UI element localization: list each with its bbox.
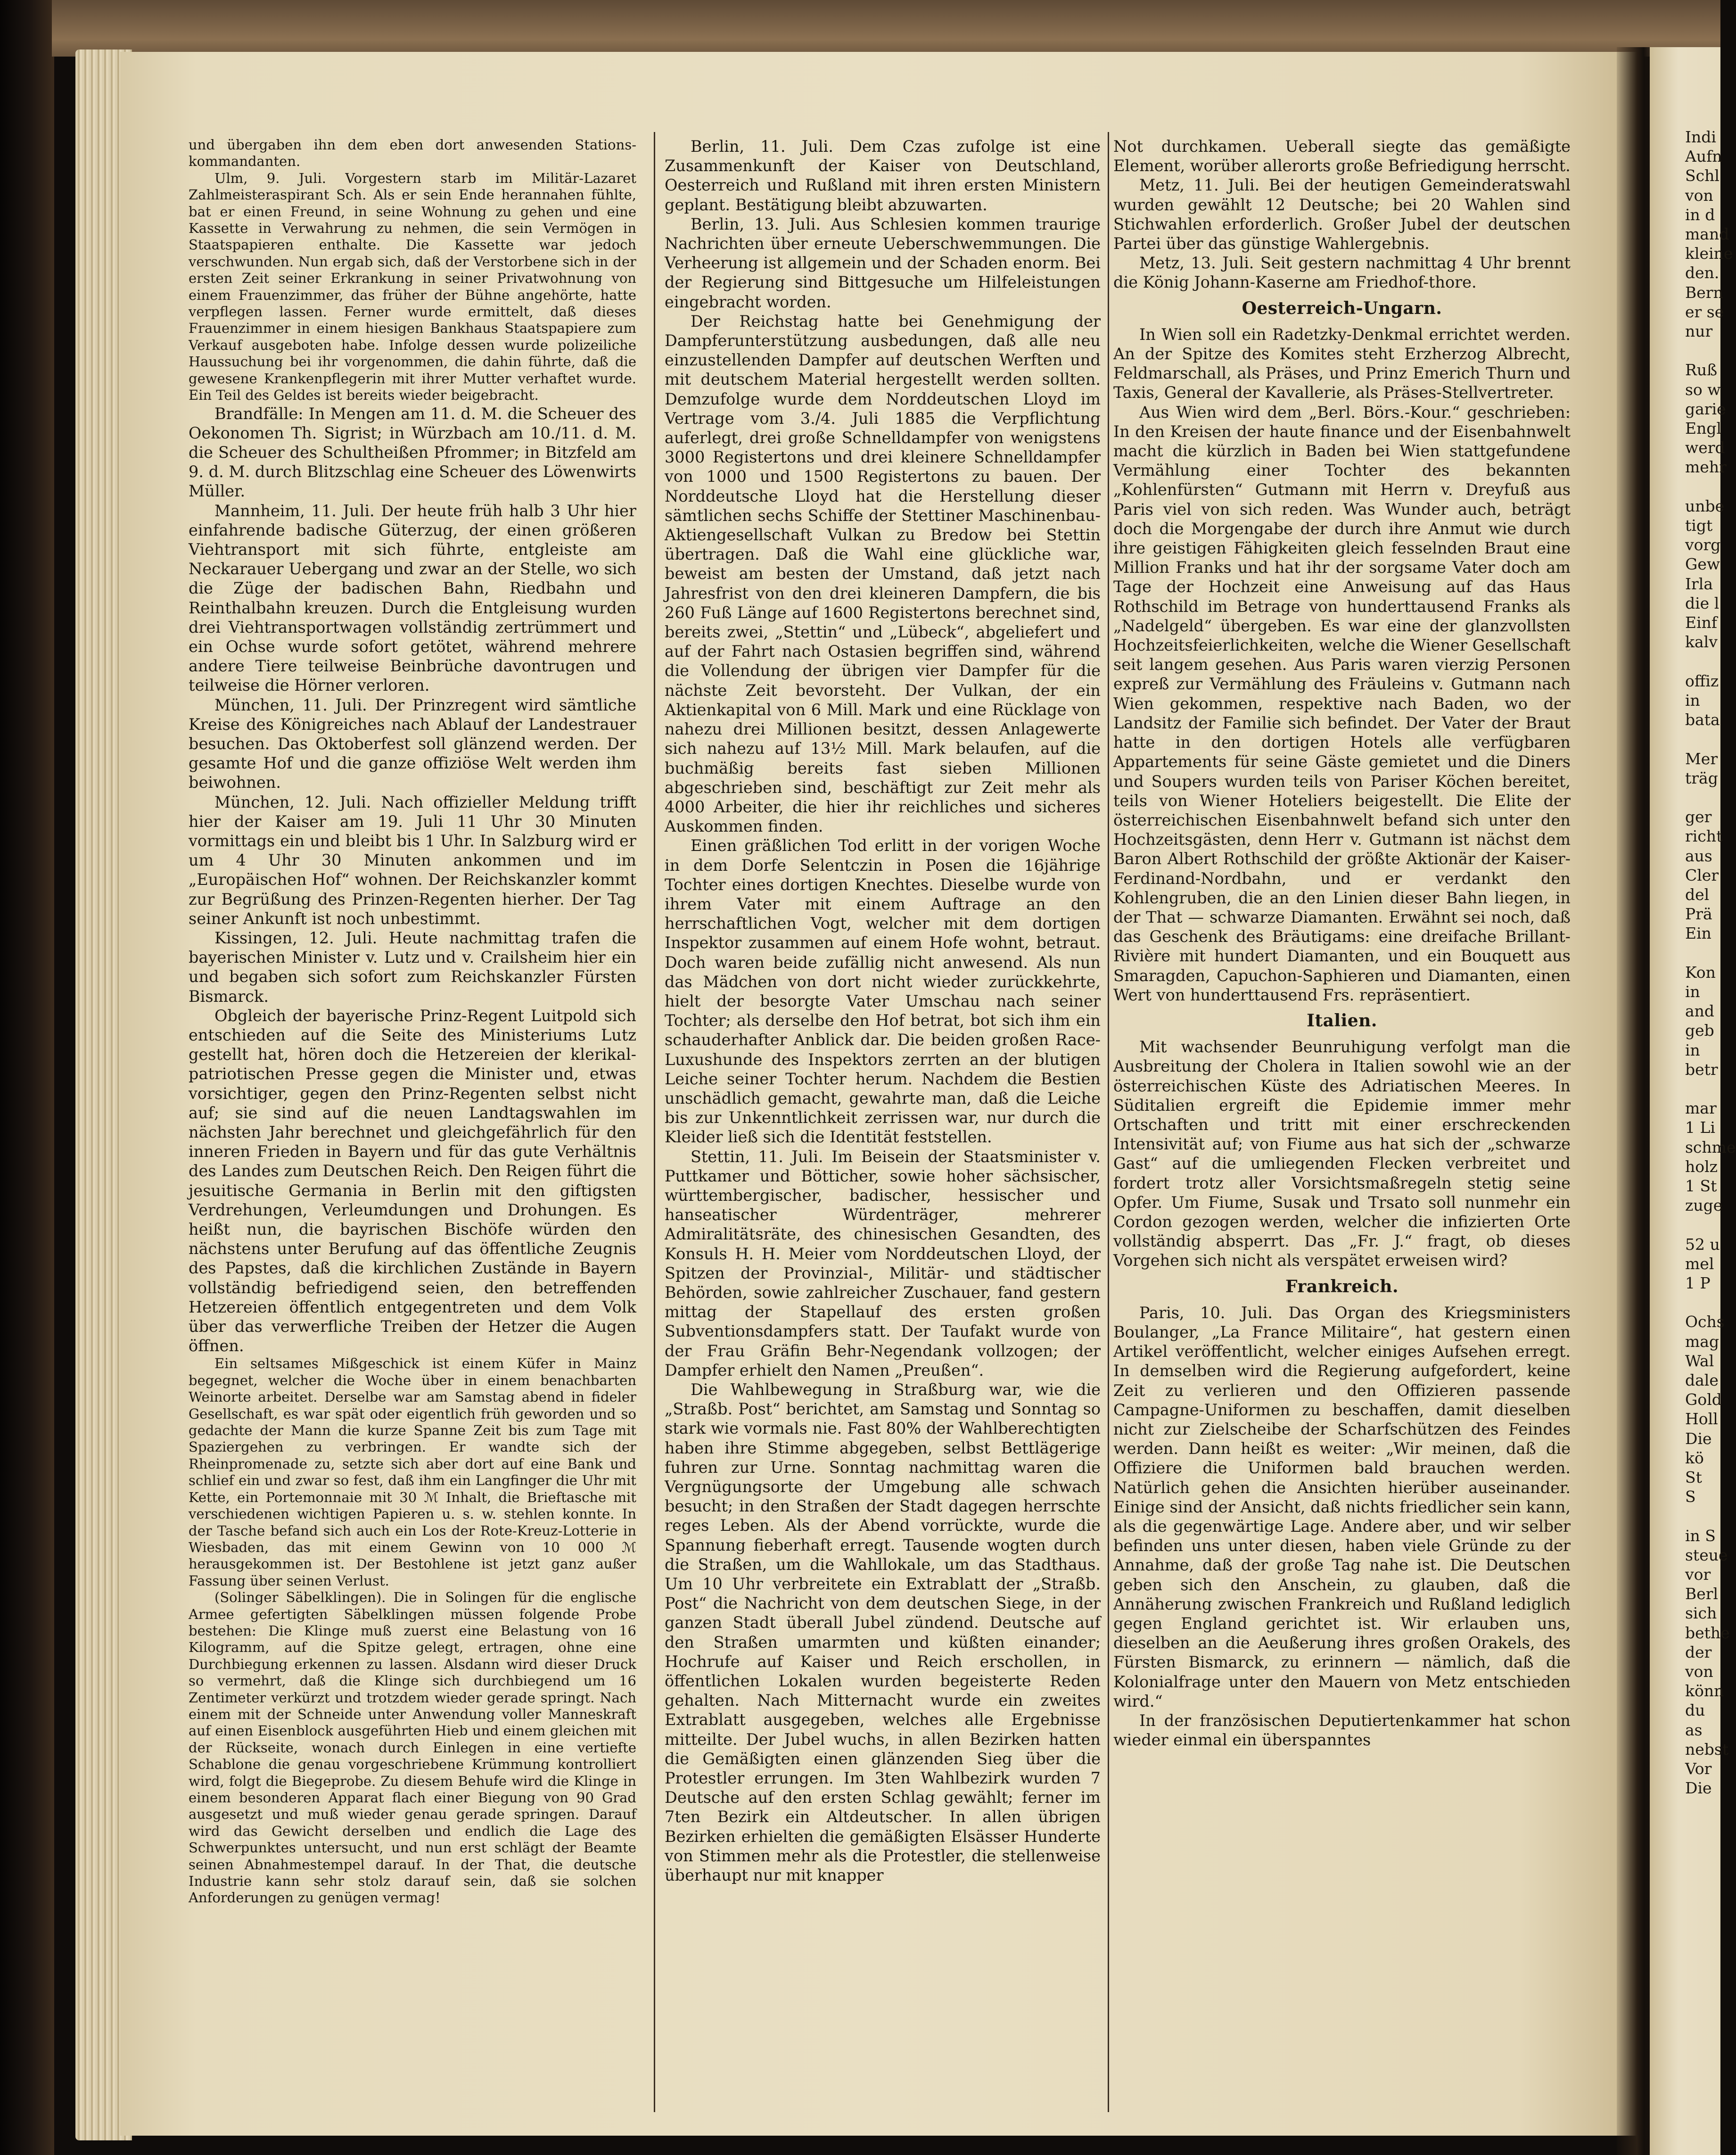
fragment-line: and (1685, 1002, 1715, 1021)
fragment-line: in d (1685, 205, 1715, 224)
fragment-line (1685, 1215, 1736, 1234)
book-cover-edge (52, 0, 1720, 57)
fragment-line: die l (1685, 594, 1720, 612)
fragment-line: 1 Li (1685, 1118, 1715, 1137)
fragment-line: Aufn (1685, 147, 1722, 166)
fragment-line: steue (1685, 1545, 1728, 1564)
fragment-line: von (1685, 186, 1713, 205)
fragment-line: Bern (1685, 283, 1723, 302)
column-3 (1113, 137, 1571, 1750)
article-paragraph: Berlin, 11. Juli. Dem Czas zufolge ist eine Zusammenkunft der Kaiser von Deutschland, Oesterreich und Rußland mit ihren ersten Ministern geplant. Bestätigung bleibt abzuwarten. (665, 137, 1101, 214)
column-1 (189, 137, 636, 1907)
fragment-line: 1 P (1685, 1273, 1711, 1292)
fragment-line: Mer (1685, 749, 1718, 768)
article-paragraph: Paris, 10. Juli. Das Organ des Kriegsministers Boulanger, „La France Militaire“, hat gestern einen Artikel veröffentlicht, welcher einiges Aufsehen erregt. In demselben wird die Regierung aufgefordert, keine Zeit zu verlieren und den Offizieren passende Campagne-Uniformen zu beschaffen, damit dieselben nicht zur Zielscheibe der Scharfschützen des Feindes werden. Dann heißt es weiter: „Wir meinen, daß die Offiziere die Uniformen bald brauchen werden. Natürlich gehen die Ansichten hierüber auseinander. Einige sind der Ansicht, daß nichts friedlicher sein kann, als die gegenwärtige Lage. Andere aber, und wir selber befinden uns unter diesen, haben viele Gründe zu der Annahme, daß der große Tag nahe ist. Die Deutschen geben sich den Anschein, zu glauben, daß die Annäherung zwischen Frankreich und Rußland lediglich gegen England gerichtet ist. Wir erlauben uns, dieselben an die Aeußerung ihres großen Orakels, des Fürsten Bismarck, zu erinnern — nämlich, daß die Kolonialfrage unter den Mauern von Metz entschieden wird.“ (1113, 1303, 1571, 1710)
fragment-line: kleine (1685, 244, 1733, 263)
fragment-line: betr (1685, 1060, 1718, 1079)
fragment-line: Cler (1685, 866, 1719, 884)
article-paragraph: Obgleich der bayerische Prinz-Regent Luitpold sich entschieden auf die Seite des Ministeriums Lutz gestellt hat, hören doch die Hetzereien der klerikal-patriotischen Presse gegen die Minister und, etwas vorsichtiger, gegen den Prinz-Regenten selbst nicht auf; sie sind auf die neuen Landtagswahlen im nächsten Jahr berechnet und gleichgefährlich für den inneren Frieden in Bayern und für das gute Verhältnis des Landes zum Deutschen Reich. Den Reigen führt die jesuitische Germania in Berlin mit den giftigsten Verdrehungen, Verleumdungen und Drohungen. Es heißt nun, die bayrischen Bischöfe würden den nächstens unter Berufung auf das öffentliche Zeugnis des Papstes, daß die kirchlichen Zustände in Bayern vollständig befriedigend seien, den betreffenden Hetzereien öffentlich entgegentreten und dem Volk über das verwerfliche Treiben der Hetzer die Augen öffnen. (189, 1006, 636, 1355)
fragment-line: geb (1685, 1021, 1714, 1040)
article-paragraph: In der französischen Deputiertenkammer hat schon wieder einmal ein überspanntes (1113, 1711, 1571, 1750)
fragment-line: sich (1685, 1604, 1717, 1623)
fragment-line: nur (1685, 322, 1713, 341)
article-paragraph: München, 12. Juli. Nach offizieller Meldung trifft hier der Kaiser am 19. Juli 11 Uhr 30 Minuten vormittags ein und bleibt bis 1 Uhr. In Salzburg wird er um 4 Uhr 30 Minuten ankommen und im „Europäischen Hof“ wohnen. Der Reichskanzler kommt zur Begrüßung des Prinzen-Regenten hierher. Der Tag seiner Ankunft ist noch unbestimmt. (189, 793, 636, 928)
fragment-line: vorg (1685, 536, 1721, 554)
fragment-line: mar (1685, 1099, 1717, 1118)
fragment-line: mag (1685, 1332, 1720, 1351)
fragment-line: holz (1685, 1157, 1718, 1176)
article-paragraph: Metz, 11. Juli. Bei der heutigen Gemeinderatswahl wurden gewählt 12 Deutsche; bei 20 Wahlen sind Stichwahlen erforderlich. Großer Jubel der deutschen Partei über das günstige Wahlergebnis. (1113, 176, 1571, 253)
article-paragraph: Metz, 13. Juli. Seit gestern nachmittag 4 Uhr brennt die König Johann-Kaserne am Friedhof-thore. (1113, 254, 1571, 292)
fragment-line: von (1685, 1662, 1713, 1681)
fragment-line (1685, 477, 1736, 496)
fragment-line: Irla (1685, 574, 1713, 593)
fragment-line: Berl (1685, 1585, 1719, 1603)
article-paragraph: Einen gräßlichen Tod erlitt in der vorigen Woche in dem Dorfe Selentczin in Posen die 16jährige Tochter eines dortigen Knechtes. Dieselbe wurde von ihrem Vater mit einem Auftrage an den herrschaftlichen Vogt, welcher mit dem dortigen Inspektor zusammen auf einem Hofe wohnt, betraut. Doch waren beide zufällig nicht anwesend. Als nun das Mädchen von dort nicht wieder zurückkehrte, hielt der besorgte Vater Umschau nach seiner Tochter; als derselbe den Hof betrat, bot sich ihm ein schauderhafter Anblick dar. Die beiden großen Race-Luxushunde des Inspektors zerrten an der blutigen Leiche seiner Tochter herum. Nachdem die Bestien unschädlich gemacht, gewahrte man, daß die Leiche bis zur Unkenntlichkeit zerrissen war, nur durch die Kleider ließ sich die Identität feststellen. (665, 836, 1101, 1147)
fragment-line: schme (1685, 1138, 1736, 1156)
fragment-line: bata (1685, 710, 1720, 729)
fragment-line: du (1685, 1701, 1705, 1720)
fragment-line (1685, 1079, 1736, 1098)
fragment-line (1685, 1506, 1736, 1526)
fragment-line: Wal (1685, 1351, 1714, 1370)
fragment-line (1685, 943, 1736, 963)
section-heading: Frankreich. (1285, 1276, 1399, 1296)
section-heading: Oesterreich-Ungarn. (1242, 298, 1442, 318)
article-paragraph: Aus Wien wird dem „Berl. Börs.-Kour.“ geschrieben: In den Kreisen der haute finance und der Eisenbahnwelt macht die kürzlich in Baden bei Wien stattgefundene Vermählung einer Tochter des bekannten „Kohlenfürsten“ Gutmann mit Herrn v. Dreyfuß aus Paris viel von sich reden. Was Wunder auch, beträgt doch die Morgengabe der durch ihre Anmut wie durch ihre geistigen Fähigkeiten gleich fesselnden Braut eine Million Franks und hat ihr der sorgsame Vater doch am Tage der Hochzeit eine Anweisung auf das Haus Rothschild im Betrage von hunderttausend Franks als „Nadelgeld“ übergeben. Es war eine der glanzvollsten Hochzeitsfeierlichkeiten, welche die Wiener Gesellschaft seit langem gesehen. Aus Paris waren vierzig Personen expreß zur Vermählung des Fräuleins v. Gutmann nach Wien gekommen, respektive nach Baden, wo der Landsitz der Familie sich befindet. Der Vater der Braut hatte in den dortigen Hotels alle verfügbaren Appartements für seine Gäste gemietet und die Diners und Soupers wurden teils von Pariser Köchen bereitet, teils von Wiener Hoteliers beigestellt. Die Elite der österreichischen Eisenbahnwelt befand sich unter den Hochzeitsgästen, denn Herr v. Gutmann ist nächst dem Baron Albert Rothschild der größte Aktionär der Kaiser-Ferdinand-Nordbahn, und er verdankt den Kohlengruben, die an den Linien dieser Bahn liegen, in der That — schwarze Diamanten. Erwähnt sei noch, daß das Geschenk des Bräutigams: eine dreifache Brillant-Rivière mit hundert Diamanten, und ein Bouquett aus Smaragden, Capuchon-Saphieren und Diamanten, einen Wert von hunderttausend Frs. repräsentiert. (1113, 403, 1571, 1004)
column-rule-2 (1108, 132, 1109, 2112)
fragment-line: nebst (1685, 1740, 1729, 1759)
fragment-line: unbe (1685, 496, 1725, 515)
article-paragraph: Ulm, 9. Juli. Vorgestern starb im Militär-Lazaret Zahlmeisteraspirant Sch. Als er sein Ende herannahen fühlte, bat er einen Freund, in seine Wohnung zu gehen und eine Kassette in Verwahrung zu nehmen, die sein Vermögen in Staatspapieren enthalte. Die Kassette war jedoch verschwunden. Nun ergab sich, daß der Verstorbene sich in der ersten Zeit seiner Erkrankung in seiner Privatwohnung von einem Frauenzimmer, das früher der Bühne angehörte, hatte verpflegen lassen. Ferner wurde ermittelt, daß dieses Frauenzimmer in einem hiesigen Bankhaus Staatspapiere zum Verkauf ausgeboten habe. Infolge dessen wurde polizeiliche Haussuchung bei ihr vorgenommen, die dahin führte, daß die gewesene Krankenpflegerin mit ihrer Mutter verhaftet wurde. Ein Teil des Geldes ist bereits wieder beigebracht. (189, 170, 636, 404)
fragment-line: offiz (1685, 671, 1719, 690)
fragment-line: so w (1685, 380, 1721, 399)
fragment-line: mel (1685, 1254, 1714, 1273)
fragment-line: in S (1685, 1526, 1716, 1545)
fragment-line: ger (1685, 808, 1712, 826)
fragment-line: in (1685, 982, 1700, 1001)
fragment-line: kalv (1685, 633, 1718, 652)
fragment-line: St (1685, 1468, 1702, 1487)
fragment-line: tigt (1685, 516, 1713, 535)
fragment-line: Indi (1685, 128, 1716, 146)
fragment-line: den. (1685, 264, 1720, 282)
book-spine (0, 0, 54, 2155)
fragment-line: Gew (1685, 555, 1720, 574)
article-paragraph: München, 11. Juli. Der Prinzregent wird sämtliche Kreise des Königreiches nach Ablauf der Landestrauer besuchen. Das Oktoberfest soll glänzend werden. Der gesamte Hof und die ganze offiziöse Welt werden ihm beiwohnen. (189, 695, 636, 792)
fragment-line: Schl (1685, 166, 1720, 185)
fragment-line: Die (1685, 1779, 1712, 1798)
article-paragraph: Berlin, 13. Juli. Aus Schlesien kommen traurige Nachrichten über erneute Ueberschwemmungen. Die Verheerung ist allgemein und der Schaden enorm. Bei der Regierung sind Bittgesuche um Hilfeleistungen eingebracht worden. (665, 215, 1101, 311)
fragment-line: mand (1685, 225, 1729, 244)
fragment-line: in (1685, 1040, 1700, 1059)
fragment-line: kö (1685, 1448, 1704, 1467)
article-paragraph: Die Wahlbewegung in Straßburg war, wie die „Straßb. Post“ berichtet, am Samstag und Sonntag so stark wie vormals nie. Fast 80% der Wahlberechtigten haben ihre Stimme abgegeben, selbst Bettlägerige fuhren zur Urne. Sonntag nachmittag waren die Vergnügungsorte der Umgebung alle schwach besucht; in den Straßen der Stadt dagegen herrschte reges Leben. Als der Abend vorrückte, wurde die Spannung fieberhaft erregt. Tausende wogten durch die Straßen, um die Wahllokale, um das Stadthaus. Um 10 Uhr verbreitete ein Extrablatt der „Straßb. Post“ die Nachricht von dem deutschen Siege, in der ganzen Stadt überall Jubel zündend. Deutsche auf den Straßen umarmten und küßten einander; Hochrufe auf Kaiser und Reich erschollen, in öffentlichen Lokalen wurden begeisterte Reden gehalten. Nach Mitternacht wurde ein zweites Extrablatt ausgegeben, welches alle Ergebnisse mitteilte. Der Jubel wuchs, in allen Bezirken hatten die Gemäßigten einen glänzenden Sieg über die Protestler errungen. Im 3ten Wahlbezirk wurden 7 Deutsche auf den ersten Schlag gewählt; ferner im 7ten Bezirk ein Altdeutscher. In allen übrigen Bezirken erhielten die gemäßigten Elsässer Hunderte von Stimmen mehr als die Protestler, die stellenweise überhaupt nur mit knapper (665, 1380, 1101, 1885)
fragment-line: Gold (1685, 1390, 1722, 1409)
fragment-line (1685, 1293, 1736, 1312)
fragment-line: Holl (1685, 1410, 1718, 1428)
fragment-line: Ochs (1685, 1313, 1725, 1331)
fragment-line: Einf (1685, 613, 1718, 632)
fragment-line: Ein (1685, 924, 1711, 943)
article-paragraph: Kissingen, 12. Juli. Heute nachmittag trafen die bayerischen Minister v. Lutz und v. Crailsheim hier ein und begaben sich sofort zum Reichskanzler Fürsten Bismarck. (189, 928, 636, 1006)
fragment-line (1685, 729, 1736, 749)
fragment-line: garie (1685, 399, 1726, 418)
article-paragraph: Stettin, 11. Juli. Im Beisein der Staatsminister v. Puttkamer und Bötticher, sowie hoher sächsischer, württembergischer, badischer, hessischer und hanseatischer Würdenträger, mehrerer Admiralitätsräte, des chinesischen Gesandten, des Konsuls H. H. Meier vom Norddeutschen Lloyd, der Spitzen der Provinzial-, Militär- und städtischer Behörden, sowie zahlreicher Zuschauer, fand gestern mittag der Stapellauf des ersten großen Subventionsdampfers statt. Der Taufakt wurde von der Frau Gräfin Behr-Negendank vollzogen; der Dampfer erhielt den Namen „Preußen“. (665, 1147, 1101, 1379)
fragment-line: träg (1685, 768, 1718, 787)
fragment-line: mehr (1685, 458, 1727, 477)
fragment-line: zuge (1685, 1196, 1723, 1215)
fragment-line: aus (1685, 846, 1712, 865)
fragment-line: könn (1685, 1682, 1724, 1701)
article-paragraph: Mannheim, 11. Juli. Der heute früh halb 3 Uhr hier einfahrende badische Güterzug, der einen größeren Viehtransport mit sich führte, entgleiste am Neckarauer Uebergang und zwar an der Stelle, wo sich die Züge der badischen Bahn, Riedbahn und Reinthalbahn kreuzen. Durch die Entgleisung wurden drei Viehtransportwagen vollständig zertrümmert und ein Ochse wurde sofort getötet, während mehrere andere Tiere teilweise Beinbrüche davontrugen und teilweise die Hörner verloren. (189, 501, 636, 695)
article-paragraph: Der Reichstag hatte bei Genehmigung der Dampferunterstützung ausbedungen, daß alle neu einzustellenden Dampfer auf deutschen Werften und mit deutschem Material hergestellt werden sollten. Demzufolge wurde dem Norddeutschen Lloyd im Vertrage vom 3./4. Juli 1885 die Verpflichtung auferlegt, drei große Schnelldampfer von wenigstens 3000 Registertons und drei kleinere Schnelldampfer von 1000 und 1500 Registertons zu bauen. Der Norddeutsche Lloyd hat die Herstellung dieser sämtlichen sechs Schiffe der Stettiner Maschinenbau-Aktiengesellschaft Vulkan zu Bredow bei Stettin übertragen. Daß die Wahl eine glückliche war, beweist am besten der Umstand, daß jetzt nach Jahresfrist von den drei kleineren Dampfern, die bis 260 Fuß Länge auf 1600 Registertons berechnet sind, bereits zwei, „Stettin“ und „Lübeck“, abgeliefert und auf der Fahrt nach Ostasien begriffen sind, während die Vollendung der übrigen vier Dampfer für die nächste Zeit bevorsteht. Der Vulkan, der ein Aktienkapital von 6 Mill. Mark und eine Rücklage von nahezu drei Millionen besitzt, dessen Anlagewerte sich nahezu auf 13½ Mill. Mark belaufen, auf die buchmäßig bereits fast sieben Millionen abgeschrieben sind, beschäftigt zur Zeit mehr als 4000 Arbeiter, die hier ihr reichliches und sicheres Auskommen finden. (665, 312, 1101, 836)
fragment-line: Ruß (1685, 361, 1718, 380)
fragment-line: S (1685, 1487, 1696, 1506)
article-paragraph: (Solinger Säbelklingen). Die in Solingen für die englische Armee gefertigten Säbelklingen müssen folgende Probe bestehen: Die Klinge muß zuerst eine Belastung von 16 Kilogramm, auf die Spitze gelegt, ertragen, ohne eine Durchbiegung erkennen zu lassen. Alsdann wird dieser Druck so vermehrt, daß die Klinge sich durchbiegend um 16 Zentimeter verkürzt und trotzdem wieder gerade springt. Nach einem mit der Schneide unter Anwendung voller Manneskraft auf einen Eisenblock ausgeführten Hieb und einem gleichen mit der Rückseite, wonach durch Einlegen in eine vertiefte Schablone die genau vorgeschriebene Krümmung kontrolliert wird, folgt die Biegeprobe. Zu diesem Behufe wird die Klinge in einem besonderen Apparat flach einer Biegung von 90 Grad ausgesetzt und muß wieder genau gerade springen. Darauf wird das Gewicht derselben und endlich die Lage des Schwerpunktes untersucht, und nun erst schlägt der Beamte seinen Abnahmestempel darauf. In der That, die deutsche Industrie kann sehr stolz darauf sein, daß sie solchen Anforderungen zu genügen vermag! (189, 1589, 636, 1906)
fragment-line: der (1685, 1643, 1712, 1661)
fragment-line: Engl (1685, 419, 1722, 438)
fragment-line: Die (1685, 1429, 1712, 1448)
article-paragraph: Not durchkamen. Ueberall siegte das gemäßigte Element, worüber allerorts große Befriedigung herrscht. (1113, 137, 1571, 175)
article-paragraph: Ein seltsames Mißgeschick ist einem Küfer in Mainz begegnet, welcher die Woche über in einem benachbarten Weinorte arbeitet. Derselbe war am Samstag abend in fideler Gesellschaft, es war spät oder eigentlich früh geworden und so gedachte der Mann die kurze Spanne Zeit bis zum Tage mit Spaziergehen zu verbringen. Er wandte sich der Rheinpromenade zu, setzte sich aber dort auf eine Bank und schlief ein und zwar so fest, daß ihm ein Langfinger die Uhr mit Kette, ein Portemonnaie mit 30 ℳ Inhalt, die Brieftasche mit verschiedenen wichtigen Papieren u. s. w. stehlen konnte. In der Tasche befand sich auch ein Los der Rote-Kreuz-Lotterie in Wiesbaden, das mit einem Gewinn von 10 000 ℳ herausgekommen ist. Der Bestohlene ist jetzt ganz außer Fassung über seinen Verlust. (189, 1355, 636, 1589)
fragment-line: Prä (1685, 905, 1712, 924)
fragment-line: 1 St (1685, 1176, 1717, 1195)
fragment-line: in (1685, 691, 1700, 710)
fragment-line: del (1685, 885, 1710, 904)
fragment-line (1685, 652, 1736, 671)
column-rule-1 (654, 132, 655, 2112)
fragment-line (1685, 788, 1736, 807)
article-paragraph: In Wien soll ein Radetzky-Denkmal errichtet werden. An der Spitze des Komites steht Erzherzog Albrecht, Feldmarschall, als Präses, und Prinz Emerich Thurn und Taxis, General der Kavallerie, als Präses-Stellvertreter. (1113, 325, 1571, 402)
fragment-line: as (1685, 1720, 1703, 1739)
column-2 (665, 137, 1101, 1885)
article-paragraph: Mit wachsender Beunruhigung verfolgt man die Ausbreitung der Cholera in Italien sowohl wie an der österreichischen Küste des Adriatischen Meeres. In Süditalien ergreift die Epidemie immer mehr Ortschaften und tritt mit einer erschreckenden Intensivität auf; von Fiume aus hat sich der „schwarze Gast“ auf die umliegenden Flecken verbreitet und fordert trotz aller Vorsichtsmaßregeln stetig seine Opfer. Um Fiume, Susak und Trsato soll nunmehr ein Cordon gezogen werden, welcher die infizierten Orte vollständig absperrt. Das „Fr. J.“ fragt, ob dieses Vorgehen sich nicht als verspätet erweisen wird? (1113, 1038, 1571, 1270)
fragment-line: richt (1685, 827, 1723, 846)
fragment-line: Vor (1685, 1759, 1712, 1778)
adjacent-page-text (1685, 127, 1736, 1798)
fragment-line: werd (1685, 438, 1725, 457)
fragment-line: Kon (1685, 963, 1716, 982)
fragment-line: 52 u (1685, 1235, 1720, 1254)
fragment-line: er se (1685, 302, 1724, 321)
fragment-line: bethe (1685, 1623, 1730, 1642)
article-paragraph: und übergaben ihn dem eben dort anwesenden Stations-kommandanten. (189, 137, 636, 170)
fragment-line: dale (1685, 1371, 1719, 1389)
section-heading: Italien. (1307, 1010, 1377, 1031)
article-paragraph: Brandfälle: In Mengen am 11. d. M. die Scheuer des Oekonomen Th. Sigrist; in Würzbach am 10./11. d. M. die Scheuer des Schultheißen Pfrommer; in Bitzfeld am 9. d. M. durch Blitzschlag eine Scheuer des Löwenwirts Müller. (189, 404, 636, 501)
fragment-line: vor (1685, 1565, 1711, 1584)
fragment-line (1685, 341, 1736, 360)
